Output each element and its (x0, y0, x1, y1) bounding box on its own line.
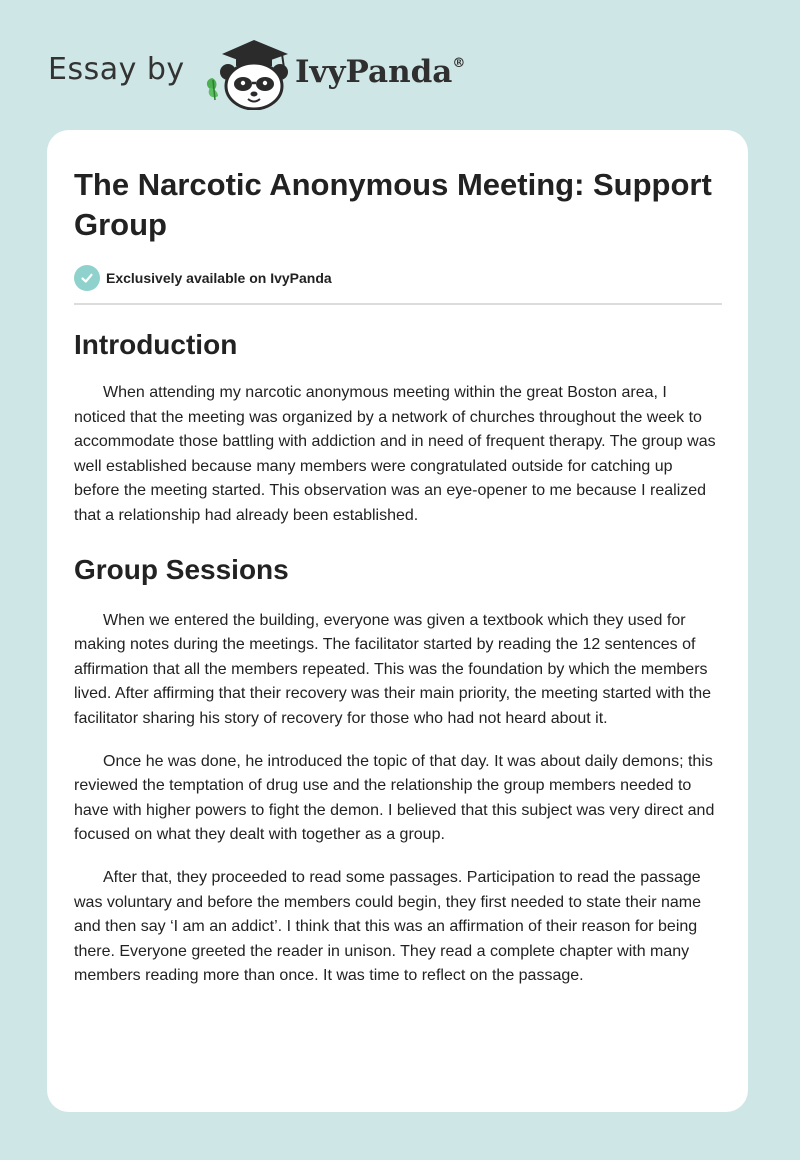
registered-mark: ® (452, 55, 466, 71)
essay-content (74, 130, 722, 989)
ivypanda-brand[interactable] (295, 54, 465, 90)
section-heading-group-sessions: Group Sessions (74, 553, 289, 585)
paragraph: When attending my narcotic anonymous meeting within the great Boston area, I noticed that the meeting was organized by a network of churches throughout the week to accommodate those battling with addiction and in need of frequent therapy. The group was well established because many members were congratulated outside for catching up before the meeting started. This observation was an eye-opener to me because I realized that a relationship had already been established. (74, 384, 716, 524)
check-icon (74, 265, 100, 291)
ivypanda-logo-icon[interactable] (202, 34, 292, 110)
paragraph: After that, they proceeded to read some passages. Participation to read the passage was voluntary and before the members could begin, they first needed to state their name and then say ‘I am an addict’. I think that this was an affirmation of their reason for being there. Everyone greeted the reader in unison. They read a complete chapter with many members reading more than once. It was time to reflect on the passage. (74, 868, 702, 985)
exclusive-badge (74, 265, 722, 291)
exclusive-label: Exclusively available on IvyPanda (106, 270, 332, 286)
essay-card (47, 130, 748, 1112)
paragraph: When we entered the building, everyone was given a textbook which they used for making notes during the meetings. The facilitator started by reading the 12 sentences of affirmation that all the members repeated. This was the foundation by which the members lived. After affirming that their recovery was their main priority, the meeting started with the facilitator sharing his story of recovery for those who had not heard about it. (74, 611, 712, 727)
essay-by-label: Essay by (48, 52, 185, 87)
divider (74, 303, 722, 305)
brand-name: IvyPanda (295, 54, 453, 90)
paragraph: Once he was done, he introduced the topic of that day. It was about daily demons; this reviewed the temptation of drug use and the relationship the group members needed to have with higher powers to fight the demon. I believed that this subject was very direct and focused on what they dealt with together as a group. (74, 752, 715, 844)
section-heading-introduction: Introduction (74, 329, 238, 360)
site-header (48, 30, 548, 110)
page-title: The Narcotic Anonymous Meeting: Support Group (74, 167, 712, 242)
